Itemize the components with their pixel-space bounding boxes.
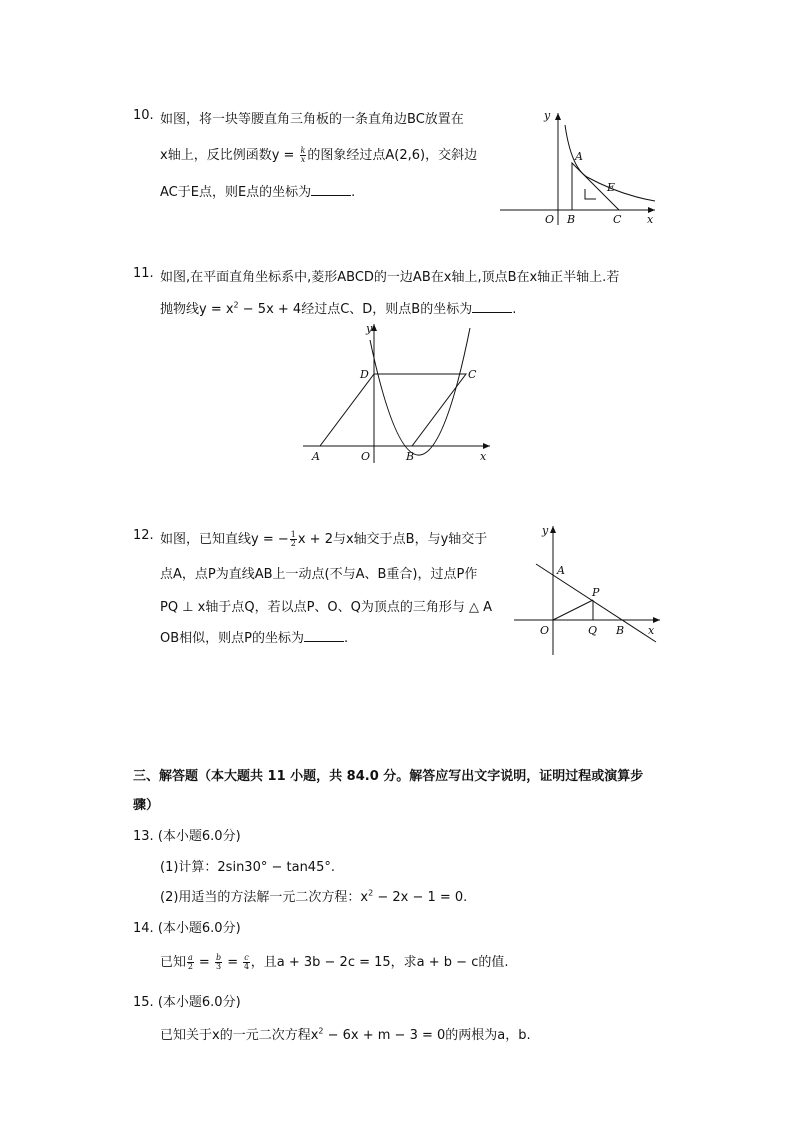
q15-header: 15. (本小题6.0分) [133,995,241,1010]
label-x: x [480,450,487,463]
label-B: B [567,213,576,226]
label-A: A [557,564,565,577]
q10-line1: 如图，将一块等腰直角三角板的一条直角边BC放置在 [160,112,464,127]
q11-line1: 如图,在平面直角坐标系中,菱形ABCD的一边AB在x轴上,顶点B在x轴正半轴上.若 [160,270,620,285]
q12-line3: PQ ⊥ x轴于点Q，若以点P、O、Q为顶点的三角形与 △ A [160,600,493,615]
label-y: y [542,524,549,537]
q12-line1: 如图，已知直线y = − $\frac{1}{2}$ x + 2与x轴交于点B，与y轴交于 [160,530,488,548]
answer-blank[interactable] [472,300,512,313]
q13-header: 13. (本小题6.0分) [133,829,241,844]
answer-blank[interactable] [311,183,351,196]
label-y: y [366,322,373,335]
label-B: B [616,624,625,637]
label-Q: Q [588,624,598,637]
label-C: C [613,213,622,226]
q10-figure [495,105,665,227]
label-x: x [647,213,654,226]
q15-line1: 已知关于x的一元二次方程$x^2 - 6x + m - 3 = 0$的两根为a，b. [160,1026,531,1043]
label-B: B [406,450,415,463]
q14-body: 已知 $\frac{a}{2}$ = $\frac{b}{3}$ = $\frac{c}{4}$ ，且a + 3b − 2c = 15，求a + b − c的值. [160,953,509,971]
label-A: A [575,150,583,163]
label-O: O [540,624,550,637]
q10-number: 10. [133,108,154,123]
q12-line2: 点A，点P为直线AB上一动点(不与A、B重合)，过点P作 [160,567,478,582]
q12-figure [508,520,668,660]
q14-header: 14. (本小题6.0分) [133,921,241,936]
section3-heading-line1: 三、解答题（本大题共 11 小题，共 84.0 分。解答应写出文字说明，证明过程或演算步 [133,769,644,784]
label-P: P [592,586,600,599]
q13-part1: (1)计算：2sin30° − tan45°. [160,860,335,875]
answer-blank[interactable] [304,629,344,642]
label-C: C [468,368,477,381]
label-A: A [312,450,320,463]
label-O: O [545,213,555,226]
q11-line2: 抛物线$y = x^2 - 5x + 4$经过点C、D，则点B的坐标为 . [160,300,517,317]
label-D: D [360,368,369,381]
q12-number: 12. [133,528,154,543]
q13-part2: (2)用适当的方法解一元二次方程：$x^2 - 2x - 1 = 0$. [160,888,468,905]
label-O: O [361,450,371,463]
q10-line2: x轴上，反比例函数y = $\frac{k}{x}$ 的图象经过点A(2,6)，交斜边 [160,146,478,164]
label-y: y [544,109,551,122]
label-E: E [607,181,616,194]
q11-figure [298,318,498,484]
q10-line3: AC于E点，则E点的坐标为 . [160,185,356,200]
q12-line4: OB相似，则点P的坐标为 . [160,631,349,646]
label-x: x [648,624,655,637]
section3-heading-line2: 骤） [133,798,160,813]
q11-number: 11. [133,266,154,281]
